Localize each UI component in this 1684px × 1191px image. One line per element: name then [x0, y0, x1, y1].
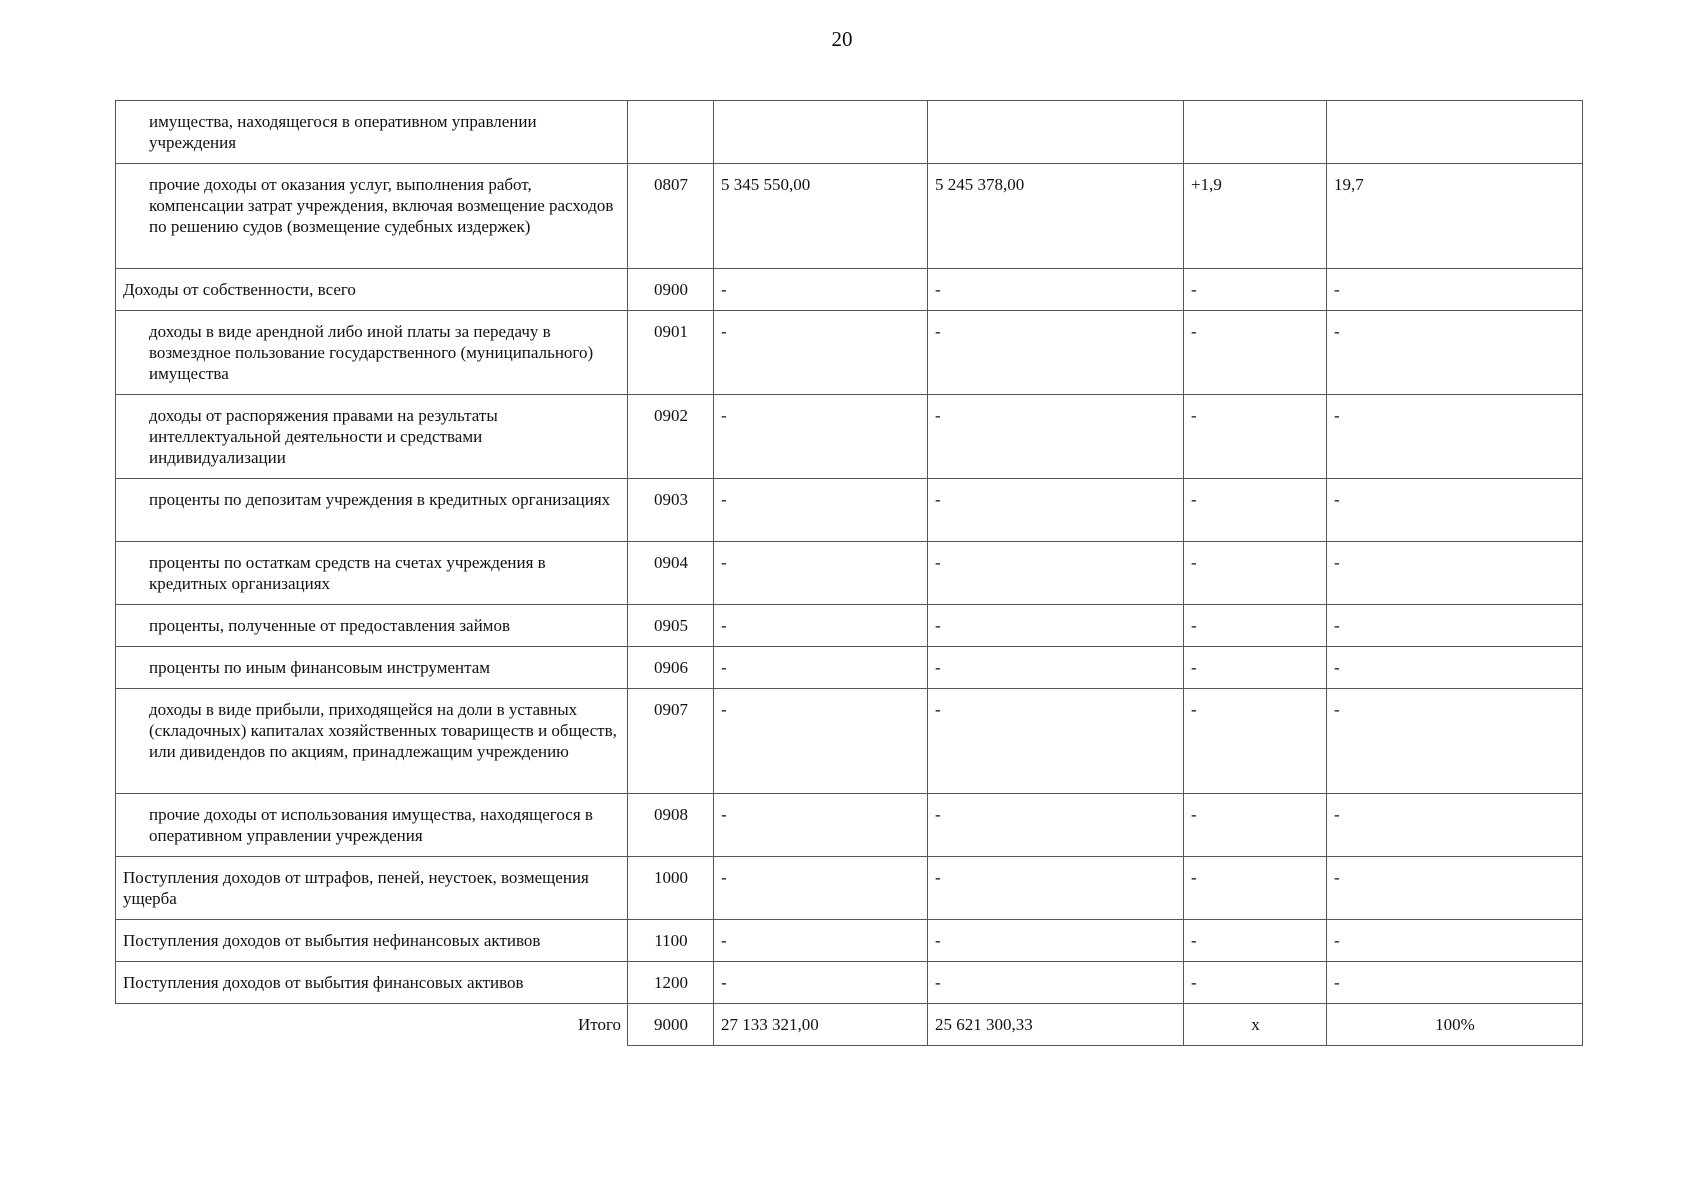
- code-cell: 0907: [628, 689, 714, 794]
- indicator-cell: проценты по иным финансовым инструментам: [116, 647, 628, 689]
- value-cell-4: -: [1327, 962, 1583, 1004]
- code-cell: 0904: [628, 542, 714, 605]
- value-cell-2: -: [928, 395, 1184, 479]
- code-cell: [628, 101, 714, 164]
- value-cell-1: -: [714, 689, 928, 794]
- table-row: [116, 605, 1583, 647]
- value-cell-4: -: [1327, 857, 1583, 920]
- table-row: [116, 794, 1583, 857]
- total-value-3: х: [1184, 1004, 1327, 1046]
- value-cell-1: -: [714, 794, 928, 857]
- value-cell-4: 19,7: [1327, 164, 1583, 269]
- value-cell-1: -: [714, 920, 928, 962]
- code-cell: 0906: [628, 647, 714, 689]
- value-cell-2: -: [928, 479, 1184, 542]
- table-row: [116, 269, 1583, 311]
- value-cell-4: -: [1327, 395, 1583, 479]
- indicator-cell: доходы в виде арендной либо иной платы за передачу в возмездное пользование государственного (муниципального) имущества: [116, 311, 628, 395]
- table-row: [116, 857, 1583, 920]
- value-cell-1: 5 345 550,00: [714, 164, 928, 269]
- value-cell-1: -: [714, 269, 928, 311]
- value-cell-1: -: [714, 962, 928, 1004]
- code-cell: 1200: [628, 962, 714, 1004]
- indicator-cell: проценты по остаткам средств на счетах учреждения в кредитных организациях: [116, 542, 628, 605]
- value-cell-2: 5 245 378,00: [928, 164, 1184, 269]
- value-cell-3: -: [1184, 395, 1327, 479]
- value-cell-3: -: [1184, 962, 1327, 1004]
- code-cell: 1000: [628, 857, 714, 920]
- value-cell-4: -: [1327, 479, 1583, 542]
- indicator-cell: имущества, находящегося в оперативном управлении учреждения: [116, 101, 628, 164]
- value-cell-4: -: [1327, 647, 1583, 689]
- total-value-2: 25 621 300,33: [928, 1004, 1184, 1046]
- value-cell-4: -: [1327, 605, 1583, 647]
- value-cell-1: -: [714, 857, 928, 920]
- code-cell: 0807: [628, 164, 714, 269]
- income-table: [115, 100, 1583, 1046]
- value-cell-2: -: [928, 311, 1184, 395]
- value-cell-3: -: [1184, 605, 1327, 647]
- value-cell-1: -: [714, 605, 928, 647]
- value-cell-3: -: [1184, 794, 1327, 857]
- value-cell-4: [1327, 101, 1583, 164]
- total-value-1: 27 133 321,00: [714, 1004, 928, 1046]
- indicator-cell: проценты, полученные от предоставления займов: [116, 605, 628, 647]
- value-cell-3: -: [1184, 311, 1327, 395]
- table-row: [116, 479, 1583, 542]
- page-number: 20: [831, 27, 853, 51]
- value-cell-2: [928, 101, 1184, 164]
- indicator-cell: Поступления доходов от выбытия финансовых активов: [116, 962, 628, 1004]
- total-code: 9000: [628, 1004, 714, 1046]
- value-cell-3: -: [1184, 479, 1327, 542]
- table-row: [116, 395, 1583, 479]
- table-row: [116, 101, 1583, 164]
- value-cell-3: -: [1184, 647, 1327, 689]
- value-cell-1: -: [714, 395, 928, 479]
- code-cell: 0905: [628, 605, 714, 647]
- code-cell: 0908: [628, 794, 714, 857]
- value-cell-3: -: [1184, 542, 1327, 605]
- indicator-cell: прочие доходы от оказания услуг, выполнения работ, компенсации затрат учреждения, включая возмещение расходов по решению судов (возмещение судебных издержек): [116, 164, 628, 269]
- value-cell-3: -: [1184, 857, 1327, 920]
- indicator-cell: доходы от распоряжения правами на результаты интеллектуальной деятельности и средствами индивидуализации: [116, 395, 628, 479]
- code-cell: 0900: [628, 269, 714, 311]
- value-cell-4: -: [1327, 689, 1583, 794]
- value-cell-2: -: [928, 605, 1184, 647]
- indicator-cell: Поступления доходов от штрафов, пеней, неустоек, возмещения ущерба: [116, 857, 628, 920]
- value-cell-3: -: [1184, 689, 1327, 794]
- indicator-cell: доходы в виде прибыли, приходящейся на доли в уставных (складочных) капиталах хозяйственных товариществ и обществ, или дивидендов по акциям, принадлежащим учреждению: [116, 689, 628, 794]
- value-cell-2: -: [928, 542, 1184, 605]
- value-cell-3: -: [1184, 920, 1327, 962]
- table-row: [116, 689, 1583, 794]
- indicator-cell: Поступления доходов от выбытия нефинансовых активов: [116, 920, 628, 962]
- value-cell-2: -: [928, 857, 1184, 920]
- code-cell: 0902: [628, 395, 714, 479]
- value-cell-3: -: [1184, 269, 1327, 311]
- value-cell-2: -: [928, 647, 1184, 689]
- value-cell-4: -: [1327, 542, 1583, 605]
- value-cell-4: -: [1327, 794, 1583, 857]
- value-cell-2: -: [928, 962, 1184, 1004]
- table-row: [116, 164, 1583, 269]
- value-cell-1: -: [714, 647, 928, 689]
- value-cell-4: -: [1327, 311, 1583, 395]
- table-row: [116, 962, 1583, 1004]
- value-cell-3: +1,9: [1184, 164, 1327, 269]
- value-cell-1: -: [714, 311, 928, 395]
- value-cell-1: -: [714, 479, 928, 542]
- table-row: [116, 542, 1583, 605]
- table-row: [116, 920, 1583, 962]
- code-cell: 0901: [628, 311, 714, 395]
- value-cell-2: -: [928, 689, 1184, 794]
- table-row: [116, 311, 1583, 395]
- value-cell-2: -: [928, 920, 1184, 962]
- indicator-cell: проценты по депозитам учреждения в кредитных организациях: [116, 479, 628, 542]
- value-cell-2: -: [928, 269, 1184, 311]
- code-cell: 0903: [628, 479, 714, 542]
- total-row: [116, 1004, 1583, 1046]
- code-cell: 1100: [628, 920, 714, 962]
- value-cell-4: -: [1327, 920, 1583, 962]
- table-row: [116, 647, 1583, 689]
- indicator-cell: Доходы от собственности, всего: [116, 269, 628, 311]
- value-cell-3: [1184, 101, 1327, 164]
- value-cell-1: -: [714, 542, 928, 605]
- value-cell-1: [714, 101, 928, 164]
- value-cell-2: -: [928, 794, 1184, 857]
- total-label: Итого: [116, 1004, 628, 1046]
- indicator-cell: прочие доходы от использования имущества, находящегося в оперативном управлении учреждения: [116, 794, 628, 857]
- value-cell-4: -: [1327, 269, 1583, 311]
- total-value-4: 100%: [1327, 1004, 1583, 1046]
